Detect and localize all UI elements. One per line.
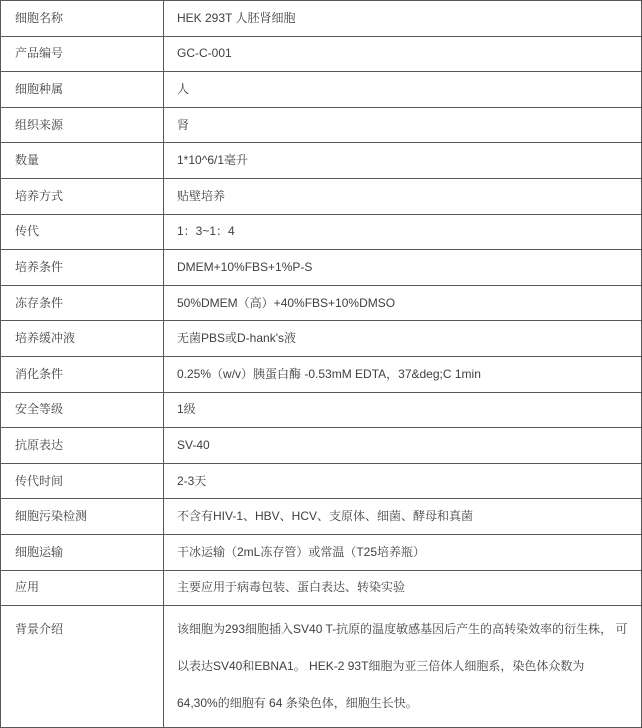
row-value: DMEM+10%FBS+1%P-S [164, 250, 642, 286]
table-row [1, 499, 642, 535]
row-value: GC-C-001 [164, 36, 642, 72]
table-row [1, 463, 642, 499]
row-value: 肾 [164, 107, 642, 143]
row-value: 2-3天 [164, 463, 642, 499]
row-value: SV-40 [164, 428, 642, 464]
row-label: 消化条件 [1, 356, 164, 392]
row-value: 人 [164, 72, 642, 108]
row-value: 0.25%（w/v）胰蛋白酶 -0.53mM EDTA，37&deg;C 1min [164, 356, 642, 392]
table-row [1, 428, 642, 464]
row-value: 干冰运输（2mL冻存管）或常温（T25培养瓶） [164, 534, 642, 570]
table-row [1, 107, 642, 143]
row-label: 培养缓冲液 [1, 321, 164, 357]
row-label: 传代 [1, 214, 164, 250]
table-row [1, 356, 642, 392]
row-label: 冻存条件 [1, 285, 164, 321]
row-value: 主要应用于病毒包装、蛋白表达、转染实验 [164, 570, 642, 606]
table-row [1, 72, 642, 108]
table-row [1, 214, 642, 250]
row-label: 背景介绍 [1, 606, 164, 728]
table-row [1, 570, 642, 606]
row-label: 抗原表达 [1, 428, 164, 464]
row-value: HEK 293T 人胚肾细胞 [164, 1, 642, 37]
row-value: 1*10^6/1毫升 [164, 143, 642, 179]
row-value: 1级 [164, 392, 642, 428]
table-row [1, 321, 642, 357]
row-value: 50%DMEM（高）+40%FBS+10%DMSO [164, 285, 642, 321]
table-row [1, 36, 642, 72]
row-label: 细胞污染检测 [1, 499, 164, 535]
row-label: 细胞运输 [1, 534, 164, 570]
row-label: 数量 [1, 143, 164, 179]
table-row-background-intro [1, 606, 642, 728]
row-label: 细胞种属 [1, 72, 164, 108]
row-label: 细胞名称 [1, 1, 164, 37]
row-value: 该细胞为293细胞插入SV40 T-抗原的温度敏感基因后产生的高转染效率的衍生株， 可以表达SV40和EBNA1。 HEK-2 93T细胞为亚三倍体人细胞系，染色体众数为 64,30%的细胞有 64 条染色体，细胞生长快。 [164, 606, 642, 728]
row-label: 产品编号 [1, 36, 164, 72]
row-label: 传代时间 [1, 463, 164, 499]
table-row [1, 143, 642, 179]
row-label: 应用 [1, 570, 164, 606]
row-label: 培养条件 [1, 250, 164, 286]
row-value: 不含有HIV-1、HBV、HCV、支原体、细菌、酵母和真菌 [164, 499, 642, 535]
row-value: 无菌PBS或D-hank's液 [164, 321, 642, 357]
table-row [1, 250, 642, 286]
row-value: 1：3~1：4 [164, 214, 642, 250]
table-row [1, 1, 642, 37]
table-row [1, 178, 642, 214]
row-label: 安全等级 [1, 392, 164, 428]
row-value: 贴壁培养 [164, 178, 642, 214]
row-label: 培养方式 [1, 178, 164, 214]
table-row [1, 285, 642, 321]
table-row [1, 392, 642, 428]
table-row [1, 534, 642, 570]
row-label: 组织来源 [1, 107, 164, 143]
